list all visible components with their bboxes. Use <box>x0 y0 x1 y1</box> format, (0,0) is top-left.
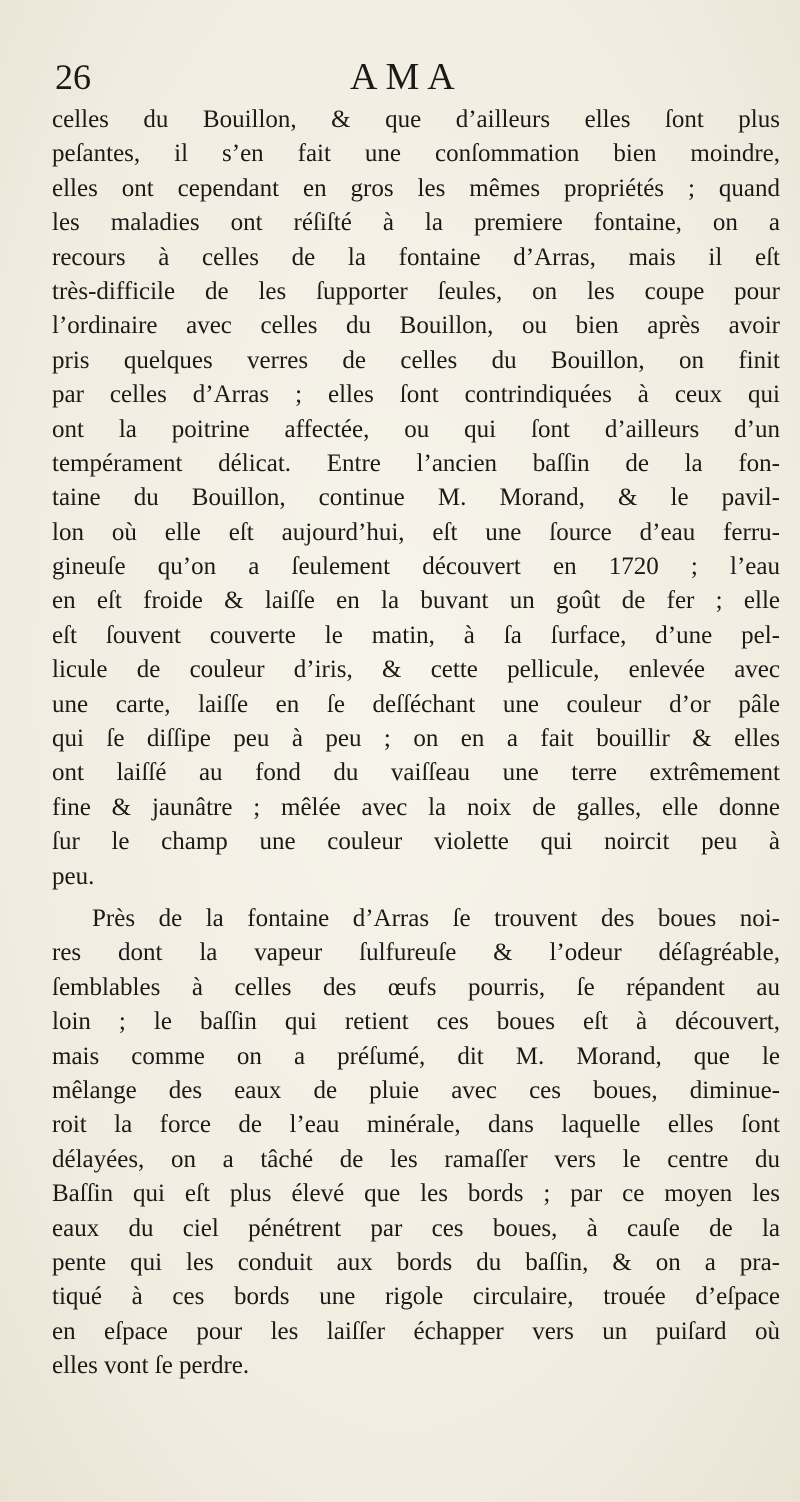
body-text <box>52 103 780 1383</box>
text-line: pris quelques verres de celles du Bouillon, on finit <box>52 346 780 374</box>
text-line: par celles d’Arras ; elles ſont contrindiquées à ceux qui <box>52 381 780 409</box>
text-line: qui ſe diſſipe peu à peu ; on en a fait bouillir & elles <box>52 725 780 753</box>
text-line: mêlange des eaux de pluie avec ces boues, diminue- <box>52 1076 780 1104</box>
text-line: en eſpace pour les laiſſer échapper vers un puiſard où <box>52 1317 780 1345</box>
text-line: Près de la fontaine d’Arras ſe trouvent des boues noi- <box>92 904 780 932</box>
text-line: ont laiſſé au fond du vaiſſeau une terre extrêmement <box>52 759 780 787</box>
text-line: mais comme on a préſumé, dit M. Morand, que le <box>52 1042 780 1070</box>
text-line: ſur le champ une couleur violette qui noircit peu à <box>52 828 780 856</box>
running-head: AMA <box>350 56 463 98</box>
text-line: pente qui les conduit aux bords du baſſin, & on a pra- <box>52 1248 780 1276</box>
text-line: Baſſin qui eſt plus élevé que les bords ; par ce moyen les <box>52 1180 780 1208</box>
text-line: peu. <box>52 862 95 890</box>
paragraph-1 <box>52 103 780 894</box>
paragraph-2 <box>52 902 780 1383</box>
text-line: eaux du ciel pénétrent par ces boues, à cauſe de la <box>52 1214 780 1242</box>
text-line: fine & jaunâtre ; mêlée avec la noix de galles, elle donne <box>52 793 780 821</box>
page-number: 26 <box>55 57 91 97</box>
text-line: peſantes, il s’en fait une conſommation bien moindre, <box>52 140 780 168</box>
text-line: tiqué à ces bords une rigole circulaire, trouée d’eſpace <box>52 1283 780 1311</box>
text-line: ont la poitrine affectée, ou qui ſont d’ailleurs d’un <box>52 415 780 443</box>
text-line: lon où elle eſt aujourd’hui, eſt une ſource d’eau ferru- <box>52 518 780 546</box>
text-line: licule de couleur d’iris, & cette pellicule, enlevée avec <box>52 656 780 684</box>
text-line: elles vont ſe perdre. <box>52 1352 250 1380</box>
text-line: taine du Bouillon, continue M. Morand, & le pavil- <box>52 484 780 512</box>
text-line: elles ont cependant en gros les mêmes propriétés ; quand <box>52 174 780 202</box>
text-line: très-difficile de les ſupporter ſeules, on les coupe pour <box>52 277 780 305</box>
text-line: recours à celles de la fontaine d’Arras, mais il eſt <box>52 243 780 271</box>
text-line: une carte, laiſſe en ſe deſſéchant une couleur d’or pâle <box>52 690 780 718</box>
text-line: celles du Bouillon, & que d’ailleurs elles ſont plus <box>52 106 780 133</box>
text-line: en eſt froide & laiſſe en la buvant un goût de fer ; elle <box>52 587 780 615</box>
text-line: res dont la vapeur ſulfureuſe & l’odeur déſagréable, <box>52 939 780 967</box>
text-line: ſemblables à celles des œufs pourris, ſe répandent au <box>52 973 780 1001</box>
text-line: tempérament délicat. Entre l’ancien baſſin de la fon- <box>52 449 780 477</box>
paragraph-gap <box>52 894 780 902</box>
text-line: roit la force de l’eau minérale, dans laquelle elles ſont <box>52 1111 780 1139</box>
text-line: les maladies ont réſiſté à la premiere fontaine, on a <box>52 209 780 237</box>
text-line: délayées, on a tâché de les ramaſſer vers le centre du <box>52 1145 780 1173</box>
text-line: loin ; le baſſin qui retient ces boues eſt à découvert, <box>52 1008 780 1036</box>
page-header <box>55 52 755 102</box>
text-line: eſt ſouvent couverte le matin, à ſa ſurface, d’une pel- <box>52 621 780 649</box>
text-line: l’ordinaire avec celles du Bouillon, ou bien après avoir <box>52 312 780 340</box>
text-line: gineuſe qu’on a ſeulement découvert en 1720 ; l’eau <box>52 553 780 581</box>
